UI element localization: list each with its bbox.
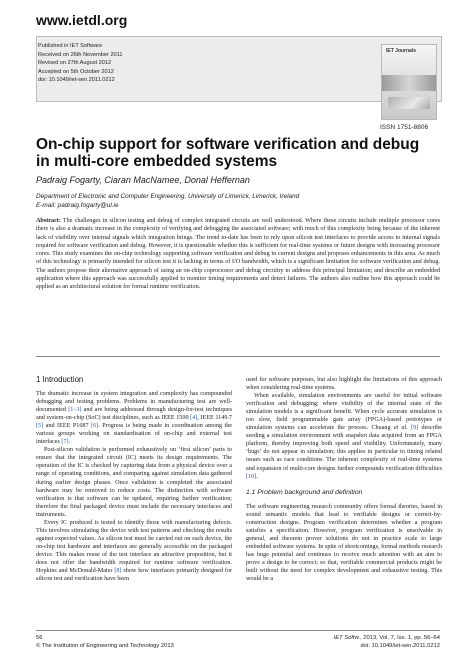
- section-heading: 1 Introduction: [36, 375, 84, 384]
- citation-link[interactable]: [7]: [61, 439, 69, 446]
- paragraph: Every IC produced is tested to identify those with manufacturing defects. This involves stimulating the device with test patterns and checking the results against expected values. As silicon test must be carried out on each device, the on-chip test hardware and interfaces are generally accessible on the packaged device. This makes reuse of the test interface an attractive proposition, but it does not offer the bandwidth required for runtime software verification. Hopkins and McDonald-Maier [8] show how interfaces primarily designed for silicon test and verification have been: [36, 519, 232, 583]
- paragraph: The dramatic increase in system integration and complexity has compounded debugging and testing problems. Problems in manufacturing test are well-documented [1–3] and are being addressed through design-for-test techniques and system-on-chip (SoC) test disciplines, such as IEEE 1500 [4], IEEE 1149.7 [5] and IEEE P1687 [6]. Progress is being made in coordination among the various groups working on standardisation of on-chip and external test interfaces [7].: [36, 391, 232, 446]
- abstract: [36, 217, 440, 292]
- paragraph: Post-silicon validation is performed exhaustively on ‘first silicon’ parts to ensure that the integrated circuit (IC) meets its design requirements. The operation of the IC is checked by capturing data from a physical device over a range of operating conditions, and comparing against simulation data gathered during earlier design phases. Once validation is completed the associated hardware may be removed to reduce costs. The distinction with software verification is that software can be updated, requiring further verification; therefore the final packaged device must include the necessary interfaces and instruments.: [36, 447, 232, 518]
- citation-link[interactable]: [6]: [91, 423, 99, 430]
- footer-right: [334, 634, 440, 650]
- author-email[interactable]: E-mail: padraig.fogarty@ul.ie: [36, 202, 119, 209]
- copyright: © The Institution of Engineering and Technology 2013: [36, 643, 174, 649]
- page-number: 56: [36, 635, 43, 641]
- paper-title-line: On-chip support for software verification and debug: [36, 136, 420, 153]
- subsection-heading: 1.1 Problem background and definition: [246, 488, 363, 496]
- journal-citation: IET Softw., 2013, Vol. 7, Iss. 1, pp. 56–64: [333, 635, 440, 641]
- paragraph: used for software purposes, but also highlight the limitations of this approach when considering real-time systems.: [246, 377, 442, 392]
- paper-title-line: in multi-core embedded systems: [36, 153, 278, 170]
- paragraph: When available, simulation environments are useful for initial software verification and debugging; where visibility of the internal state of the simulation models is a significant benefit. When cycle accurate simulation is too slow, field programmable gate array (FPGA)-based prototypes or simulation systems can accelerate the process. Chuang et al. [9] describe seeding a simulation environment with snapshot data acquired from an FPGA platform, thereby improving both speed and visibility. Unfortunately, many ‘bugs’ do not appear in simulation; this applies in particular to timing related issues such as race conditions. The inherent complexity of real-time systems and expansion of multi-core designs further compounds verification difficulties [10].: [246, 393, 443, 480]
- doi[interactable]: doi: 10.1049/iet-sen.2011.0212: [360, 643, 440, 649]
- citation-link[interactable]: [4]: [190, 415, 198, 422]
- citation-link[interactable]: [5]: [36, 423, 44, 430]
- cover-band: [382, 75, 436, 91]
- right-column: [246, 376, 442, 583]
- paper-title: [36, 136, 436, 170]
- cover-graphic: [388, 97, 430, 109]
- publication-line: Accepted on 5th October 2012: [38, 68, 114, 75]
- left-column: [36, 390, 232, 583]
- citation-link[interactable]: [9]: [411, 425, 419, 432]
- issn: ISSN 1751-8806: [380, 124, 429, 131]
- publication-line: Received on 26th November 2011: [38, 51, 123, 58]
- abstract-text: The challenges in silicon testing and debug of complex integrated circuits are well understood. Where these circuits include multiple processor cores there is also a dramatic increase in the complexity of verifying and debugging the associated software; with much of this complexity being because of the inherent lack of visibility over internal signals which integration brings. The trend to-date has been to rely upon silicon test interfaces to provide access to internal signals required for software verification and debug. However, it is questionable whether this is sufficient for real-time systems or future designs with increasing processor cores. This study examines the on-chip technology supporting software verification and debug in current designs and proposes enhancements in this area. As much of this technology is primarily intended for silicon test it is lacking in terms of I/O bandwidth, which is a significant limitation for software verification and debug. The authors propose their alternative approach of using an on-chip coprocessor and debug circuitry to address this principal limitation; and describe an embedded application where this approach was successfully applied to monitor timing requirements and detect failures. The authors also outline how this approach could be applied as an architectural solution for formal runtime verification.: [36, 218, 440, 291]
- publication-line: Revised on 27th August 2012: [38, 60, 112, 66]
- publication-line: doi: 10.1049/iet-sen.2011.0212: [38, 77, 115, 83]
- site-url[interactable]: www.ietdl.org: [36, 12, 128, 28]
- citation-link[interactable]: [10]: [246, 473, 257, 480]
- journal-cover-image: [381, 44, 437, 120]
- journal-logo: IET Journals: [386, 48, 417, 54]
- publication-info: [38, 42, 122, 85]
- affiliation: Department of Electronic and Computer Engineering, University of Limerick, Limerick, Ireland: [36, 193, 300, 200]
- authors: Padraig Fogarty, Ciaran MacNamee, Donal Heffernan: [36, 175, 250, 185]
- publication-line: Published in IET Software: [38, 43, 103, 49]
- footer-left: [36, 634, 174, 650]
- divider: [36, 356, 440, 357]
- paragraph: The software engineering research community offers formal theories, based in sound semantic models that lead to verifiable designs or correct-by-construction designs. Program verification determines whether a program satisfies a specification. However, program verification is unsolvable in general, and theorem prover solutions do not in practice scale to large embedded software systems. In spite of shortcomings, formal methods research has huge potential and continues to receive much attention with an aim to prove a design to be correct; so that, verifiable commercial products might be built without the need for complex development and exhaustive testing. This would be a: [246, 503, 442, 583]
- citation-link[interactable]: [1–3]: [68, 407, 82, 414]
- citation-link[interactable]: [8]: [114, 568, 122, 575]
- abstract-label: Abstract:: [36, 218, 61, 224]
- footer-divider: [36, 630, 440, 631]
